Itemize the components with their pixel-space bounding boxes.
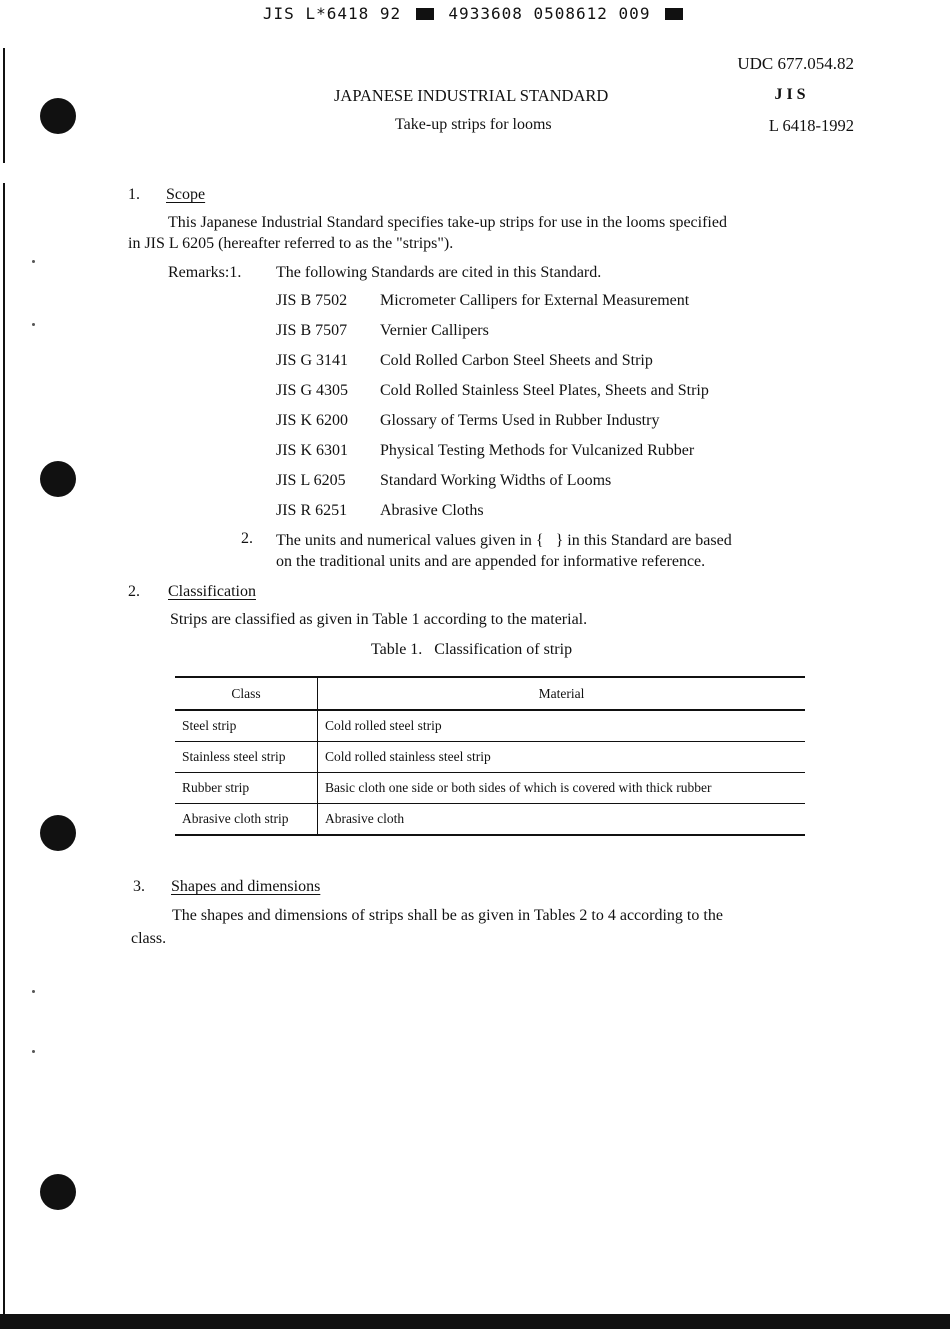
code-part-2: 4933608 0508612 009 [448,4,651,23]
cell-class: Abrasive cloth strip [175,804,318,836]
table-row [175,710,805,742]
scan-speck [32,1050,35,1053]
cell-material: Abrasive cloth [318,804,806,836]
cited-standard [276,502,709,532]
cited-standard [276,472,709,502]
table-row [175,804,805,836]
scope-text-line-2: in JIS L 6205 (hereafter referred to as the "strips"). [128,235,454,252]
table-row [175,773,805,804]
cited-code: JIS G 3141 [276,352,349,369]
remark-2-line-1: The units and numerical values given in { } in this Standard are based [276,532,732,549]
cell-material: Cold rolled stainless steel strip [318,742,806,773]
document-code-line [0,4,950,23]
classification-table [175,676,805,836]
code-part-1: JIS L*6418 92 [262,4,402,23]
header-class: Class [175,677,318,710]
cited-code: JIS B 7502 [276,292,348,309]
cited-code: JIS G 4305 [276,382,349,399]
punch-hole [40,98,76,134]
punch-hole [40,1174,76,1210]
cited-standard [276,292,709,322]
section-title-scope: Scope [166,186,206,203]
cell-class: Stainless steel strip [175,742,318,773]
remarks-label: Remarks:1. [168,264,242,281]
section-number-shapes: 3. [133,878,145,895]
remark-2-number: 2. [241,530,253,547]
cited-standards-list [276,292,709,532]
cited-title: Cold Rolled Carbon Steel Sheets and Strip [380,352,653,369]
cited-code: JIS B 7507 [276,322,348,339]
section-number-scope: 1. [128,186,140,203]
section-title-shapes: Shapes and dimensions [171,878,321,895]
document-number: L 6418-1992 [768,116,854,135]
header-material: Material [318,677,806,710]
classification-text: Strips are classified as given in Table 1 according to the material. [170,611,588,628]
section-number-classification: 2. [128,583,140,600]
cell-material: Cold rolled steel strip [318,710,806,742]
remark-2-line-2: on the traditional units and are appended for informative reference. [276,553,706,570]
cited-standard [276,442,709,472]
table-1-caption: Table 1. Classification of strip [371,641,573,658]
remark-1-text: The following Standards are cited in this Standard. [276,264,602,281]
block-mark [416,8,434,20]
scope-text-line-1: This Japanese Industrial Standard specifies take-up strips for use in the looms specified [168,214,727,231]
document-title: Take-up strips for looms [395,116,552,133]
cited-standard [276,412,709,442]
table-header-row [175,677,805,710]
cited-code: JIS K 6200 [276,412,349,429]
cited-code: JIS L 6205 [276,472,346,489]
cell-class: Steel strip [175,710,318,742]
scan-bottom-bar [0,1314,950,1329]
scan-speck [32,260,35,263]
jis-mark: J I S [774,86,806,103]
scan-speck [32,323,35,326]
punch-hole [40,815,76,851]
cited-title: Standard Working Widths of Looms [380,472,612,489]
cited-standard [276,352,709,382]
block-mark [665,8,683,20]
section-title-classification: Classification [168,583,256,600]
cell-material: Basic cloth one side or both sides of which is covered with thick rubber [318,773,806,804]
cited-title: Micrometer Callipers for External Measurement [380,292,690,309]
cell-class: Rubber strip [175,773,318,804]
shapes-text-line-2: class. [131,930,167,947]
udc-number: UDC 677.054.82 [737,54,854,73]
scan-edge-line-top [3,48,5,163]
cited-title: Vernier Callipers [380,322,489,339]
cited-title: Physical Testing Methods for Vulcanized Rubber [380,442,695,459]
scan-edge-line-bottom [3,183,5,1314]
punch-hole [40,461,76,497]
scan-speck [32,990,35,993]
standard-type: JAPANESE INDUSTRIAL STANDARD [334,86,609,105]
cited-standard [276,382,709,412]
cited-standard [276,322,709,352]
cited-title: Abrasive Cloths [380,502,484,519]
cited-code: JIS R 6251 [276,502,348,519]
table-row [175,742,805,773]
cited-title: Cold Rolled Stainless Steel Plates, Sheets and Strip [380,382,709,399]
shapes-text-line-1: The shapes and dimensions of strips shall be as given in Tables 2 to 4 according to the [172,907,723,924]
cited-title: Glossary of Terms Used in Rubber Industry [380,412,660,429]
cited-code: JIS K 6301 [276,442,349,459]
